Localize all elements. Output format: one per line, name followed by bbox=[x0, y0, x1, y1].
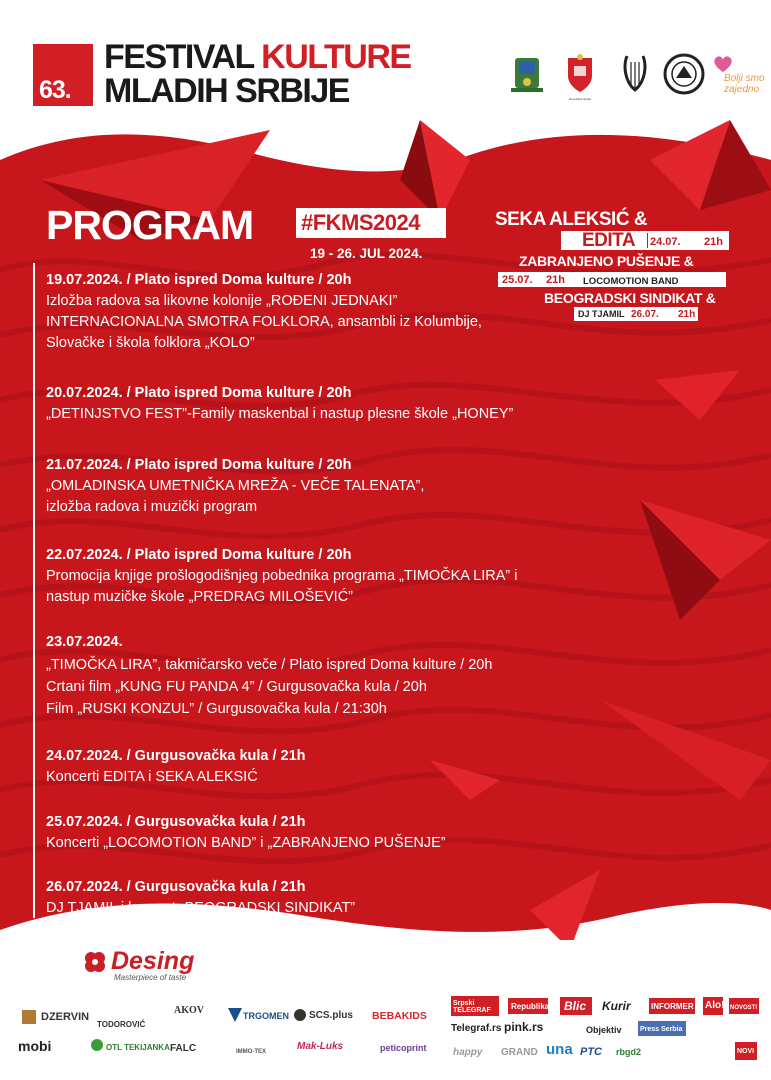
media-objektiv: Objektiv bbox=[586, 1025, 622, 1035]
day-26-heading: 26.07.2024. / Gurgusovačka kula / 21h bbox=[46, 879, 306, 895]
day-19-line-1: Izložba radova sa likovne kolonije „ROĐENI JEDNAKI” bbox=[46, 293, 398, 309]
edita-divider bbox=[647, 233, 648, 248]
sponsor-falc: FALC bbox=[170, 1043, 197, 1054]
ministry-caption: Republika Srbija bbox=[569, 97, 591, 101]
edita-time: 21h bbox=[704, 236, 723, 248]
concert-tjamil: DJ TJAMIL bbox=[578, 309, 625, 319]
day-26-line-1: DJ TJAMIL i koncert „BEOGRADSKI SINDIKAT” bbox=[46, 900, 356, 916]
day-21-heading: 21.07.2024. / Plato ispred Doma kulture / 20h bbox=[46, 457, 352, 473]
municipality-coat-of-arms-icon bbox=[507, 52, 547, 96]
lyre-logo-icon bbox=[615, 52, 655, 96]
day-24-heading: 24.07.2024. / Gurgusovačka kula / 21h bbox=[46, 748, 306, 764]
sponsor-trgomen: TRGOMEN bbox=[243, 1011, 289, 1021]
day-19-line-3: Slovačke i škola folklora „KOLO” bbox=[46, 335, 255, 351]
media-grand: GRAND bbox=[501, 1047, 538, 1058]
concert-locomotion: LOCOMOTION BAND bbox=[583, 276, 679, 287]
together-line1: Bolji smo bbox=[724, 73, 765, 84]
day-21-line-2: izložba radova i muzički program bbox=[46, 499, 258, 515]
hashtag-text: #FKMS2024 bbox=[301, 210, 421, 235]
dzervin-logo-icon bbox=[20, 1008, 38, 1026]
scs-logo-icon bbox=[293, 1008, 307, 1022]
desing-tagline: Masterpiece of taste bbox=[114, 973, 187, 982]
media-republika: Republika bbox=[511, 1002, 550, 1011]
sponsor-todorovic: TODOROVIĆ bbox=[97, 1020, 146, 1029]
media-nova: NOVI bbox=[737, 1048, 755, 1055]
desing-clover-icon bbox=[83, 950, 107, 974]
day-20-heading: 20.07.2024. / Plato ispred Doma kulture / 20h bbox=[46, 385, 352, 401]
media-srpski-telegraf: Srpski TELEGRAF bbox=[453, 1000, 491, 1014]
festival-dates: 19 - 26. JUL 2024. bbox=[310, 246, 423, 261]
day-23-line-3: Film „RUSKI KONZUL” / Gurgusovačka kula / 21:30h bbox=[46, 701, 387, 717]
tjamil-time: 21h bbox=[678, 309, 696, 320]
media-rtc: PTC bbox=[580, 1046, 602, 1058]
media-informer: INFORMER bbox=[651, 1002, 694, 1011]
title-festival: FESTIVAL bbox=[104, 38, 254, 76]
concert-edita: EDITA bbox=[582, 230, 636, 251]
day-19-line-2: INTERNACIONALNA SMOTRA FOLKLORA, ansambli iz Kolumbije, bbox=[46, 314, 482, 330]
media-pink: pink.rs bbox=[504, 1020, 544, 1034]
loco-date: 25.07. bbox=[502, 274, 533, 286]
sponsor-otl: OTL TEKIJANKA bbox=[106, 1043, 170, 1052]
media-kurir: Kurir bbox=[602, 999, 631, 1013]
day-23-line-2: Crtani film „KUNG FU PANDA 4” / Gurgusovačka kula / 20h bbox=[46, 679, 427, 695]
tjamil-date: 26.07. bbox=[631, 309, 659, 320]
media-alo: Alo! bbox=[705, 1000, 725, 1011]
sponsor-petico: peticoprint bbox=[380, 1043, 427, 1053]
media-rbgd: rbgd2 bbox=[616, 1047, 642, 1057]
sponsor-maklux: Mak-Luks bbox=[297, 1041, 344, 1052]
sponsor-mobi: mobi bbox=[18, 1038, 52, 1054]
edition-number: 63. bbox=[39, 76, 71, 104]
day-23-line-1: „TIMOČKA LIRA”, takmičarsko veče / Plato ispred Doma kulture / 20h bbox=[46, 657, 493, 673]
day-20-line-1: „DETINJSTVO FEST”-Family maskenbal i nastup plesne škole „HONEY” bbox=[46, 406, 514, 422]
concert-sindikat: BEOGRADSKI SINDIKAT & bbox=[544, 290, 716, 306]
serbia-coat-of-arms-icon bbox=[560, 52, 600, 96]
concert-seka: SEKA ALEKSIĆ & bbox=[495, 209, 648, 230]
day-23-heading: 23.07.2024. bbox=[46, 634, 123, 650]
media-novosti: NOVOSTI bbox=[730, 1005, 758, 1011]
sponsor-scs: SCS.plus bbox=[309, 1010, 353, 1021]
festival-title-line2: MLADIH SRBIJE bbox=[104, 72, 349, 110]
day-22-heading: 22.07.2024. / Plato ispred Doma kulture / 20h bbox=[46, 547, 352, 563]
day-24-line-1: Koncerti EDITA i SEKA ALEKSIĆ bbox=[46, 769, 258, 785]
day-25-heading: 25.07.2024. / Gurgusovačka kula / 21h bbox=[46, 814, 306, 830]
day-19-heading: 19.07.2024. / Plato ispred Doma kulture / 20h bbox=[46, 272, 352, 288]
desing-logo-text: Desing bbox=[111, 947, 195, 975]
media-happy: happy bbox=[453, 1047, 483, 1058]
sponsor-akov: AKOV bbox=[174, 1005, 204, 1016]
sponsor-bebakids: BEBAKIDS bbox=[372, 1010, 427, 1022]
festival-title-line1 bbox=[104, 38, 411, 76]
day-21-line-1: „OMLADINSKA UMETNIČKA MREŽA - VEČE TALENATA”, bbox=[46, 478, 425, 494]
program-title: PROGRAM bbox=[46, 202, 254, 248]
sponsor-imiotex: IMMO-TEX bbox=[236, 1049, 266, 1055]
together-line2: zajedno bbox=[724, 84, 760, 95]
culture-center-seal-icon bbox=[660, 52, 708, 96]
timeline-line bbox=[33, 263, 35, 918]
media-blic: Blic bbox=[564, 999, 587, 1013]
otl-logo-icon bbox=[90, 1038, 104, 1052]
together-heart-icon bbox=[712, 54, 734, 74]
media-press-serbia: Press Serbia bbox=[640, 1026, 683, 1033]
day-22-line-1: Promocija knjige prošlogodišnjeg pobednika programa „TIMOČKA LIRA” i bbox=[46, 568, 518, 584]
concert-zabranjeno: ZABRANJENO PUŠENJE & bbox=[519, 253, 694, 269]
trgomen-logo-icon bbox=[228, 1008, 242, 1022]
media-una: una bbox=[546, 1041, 573, 1058]
media-telegraf-rs: Telegraf.rs bbox=[451, 1023, 502, 1034]
loco-time: 21h bbox=[546, 274, 565, 286]
day-25-line-1: Koncerti „LOCOMOTION BAND” i „ZABRANJENO PUŠENJE” bbox=[46, 835, 446, 851]
title-kulture: KULTURE bbox=[261, 38, 411, 76]
edita-date: 24.07. bbox=[650, 236, 681, 248]
day-22-line-2: nastup muzičke škole „PREDRAG MILOŠEVIĆ” bbox=[46, 589, 354, 605]
together-slogan bbox=[724, 73, 765, 95]
sponsor-dzervin: DZERVIN bbox=[41, 1011, 90, 1023]
